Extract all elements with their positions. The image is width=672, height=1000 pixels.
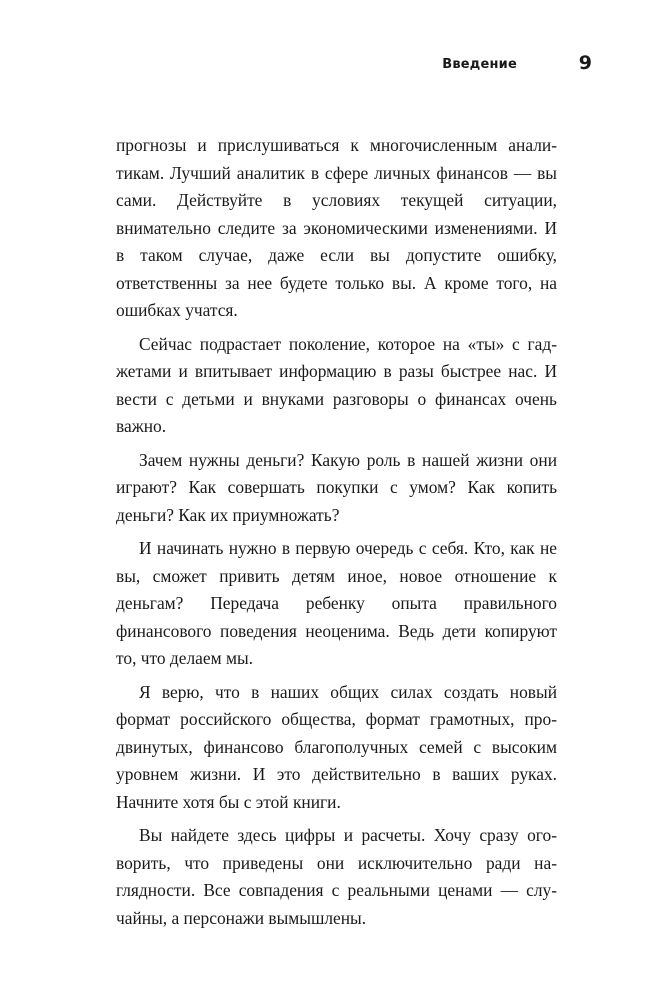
running-head [0,52,672,82]
paragraph: И начинать нужно в первую очередь с себя. Кто, как не вы, сможет привить детям иное, новое отношение к деньгам? Передача ребенку опыта правильного финансового поведения неоценима. Ведь дети копируют то, что делаем мы. [116,538,557,668]
paragraph: Зачем нужны деньги? Какую роль в нашей жизни они играют? Как совершать покупки с умом? Как копить деньги? Как их приумножать? [116,449,557,525]
section-title: Введение [442,57,517,72]
body-text [116,132,557,938]
paragraph: Сейчас подрастает поколение, которое на «ты» с гаджетами и впитывает информацию в разы быстрее нас. И вести с детьми и внуками разговоры о финансах очень важно. [116,333,557,436]
page-number: 9 [578,52,592,74]
paragraph: прогнозы и прислушиваться к многочисленным аналитикам. Лучший аналитик в сфере личных финансов — вы сами. Действуйте в условиях текущей ситуации, внимательно следите за экономическими изменениями. И в таком случае, даже если вы допустите ошибку, ответственны за нее будете только вы. А кроме того, на ошибках учатся. [116,135,557,320]
paragraph: Вы найдете здесь цифры и расчеты. Хочу сразу оговорить, что приведены они исключительно ради наглядности. Все совпадения с реальными ценами — случайны, а персонажи вымышлены. [116,825,557,928]
paragraph: Я верю, что в наших общих силах создать новый формат российского общества, формат грамотных, продвинутых, финансово благополучных семей с высоким уровнем жизни. И это действительно в ваших руках. Начните хотя бы с этой книги. [116,681,557,812]
